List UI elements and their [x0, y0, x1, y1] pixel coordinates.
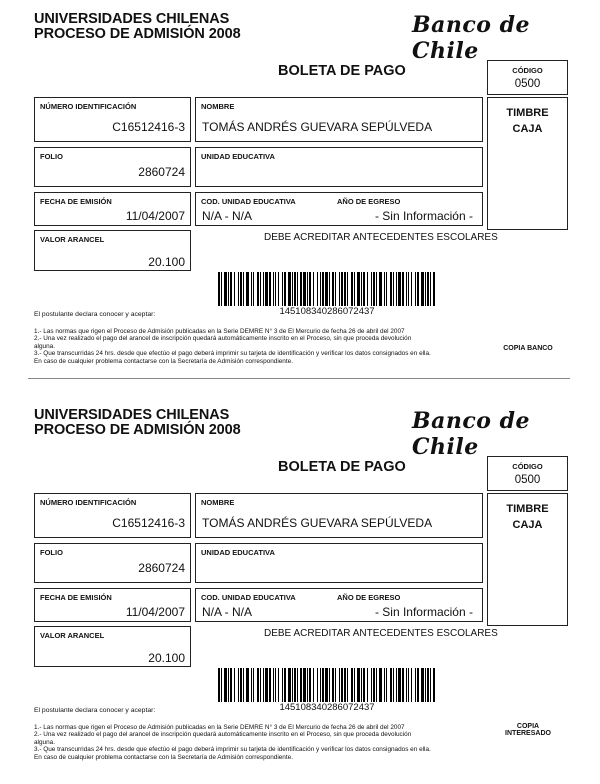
notice-text: DEBE ACREDITAR ANTECEDENTES ESCOLARES [264, 628, 498, 639]
barcode-bar [221, 272, 222, 306]
nombre-box [195, 493, 483, 538]
folio-label: FOLIO [40, 548, 63, 557]
terms-line: alguna. [34, 342, 55, 350]
terms-line: En caso de cualquier problema contactarse con la Secretaría de Admisión correspondiente. [34, 357, 293, 365]
codigo-box [487, 60, 568, 95]
header-line-2: PROCESO DE ADMISIÓN 2008 [34, 26, 241, 42]
barcode-bar [263, 272, 264, 306]
barcode-bar [361, 272, 362, 306]
barcode-bar [339, 668, 340, 702]
terms-list [34, 724, 431, 761]
barcode-bar [361, 668, 362, 702]
barcode-bar [363, 272, 365, 306]
barcode-bar [228, 272, 229, 306]
barcode-bar [294, 668, 296, 702]
barcode-bar [354, 668, 355, 702]
payment-slip-copy [0, 396, 600, 784]
fecha-emision-box [34, 588, 191, 622]
folio-value: 2860724 [138, 165, 185, 179]
barcode-bar [313, 272, 314, 306]
barcode-bar [411, 668, 412, 702]
barcode-bar [430, 272, 431, 306]
anio-egreso-value: - Sin Información - [374, 209, 473, 223]
barcode-bar [390, 668, 392, 702]
timbre-label: TIMBRE [506, 503, 549, 515]
barcode-bar [344, 668, 346, 702]
barcode-bar [373, 272, 375, 306]
barcode-bar [243, 668, 244, 702]
codigo-value: 0500 [514, 474, 541, 486]
folio-value: 2860724 [138, 561, 185, 575]
barcode-bar [307, 272, 308, 306]
barcode-bar [288, 272, 291, 306]
barcode-bar [303, 668, 306, 702]
barcode-bar [421, 668, 424, 702]
barcode-bar [384, 668, 385, 702]
barcode-bar [325, 272, 328, 306]
barcode-bar [433, 668, 435, 702]
barcode-bar [425, 668, 426, 702]
valor-arancel-box [34, 626, 191, 667]
bank-logo [412, 12, 600, 64]
barcode-bar [408, 272, 409, 306]
barcode-bar [224, 272, 227, 306]
barcode-bar [265, 668, 268, 702]
barcode-bar [218, 272, 220, 306]
nombre-value: TOMÁS ANDRÉS GUEVARA SEPÚLVEDA [202, 516, 433, 530]
terms-line: 3.- Que transcurridas 24 hrs. desde que efectúo el pago deberá imprimir su tarjeta de identificación y verificar los datos consignados en ella. [34, 350, 431, 358]
barcode-bar [292, 272, 293, 306]
bank-logo-text: Banco de Chile [412, 408, 530, 460]
numero-identificacion-box [34, 493, 191, 538]
barcode-bar [396, 668, 397, 702]
barcode-bar [313, 668, 314, 702]
barcode-bar [228, 668, 229, 702]
barcode-bar [297, 668, 298, 702]
cod-unidad-educativa-label: COD. UNIDAD EDUCATIVA [201, 197, 296, 206]
barcode-bar [402, 272, 404, 306]
codigo-box [487, 456, 568, 491]
barcode-bar [332, 272, 334, 306]
barcode-bar [221, 668, 222, 702]
barcode-bar [341, 668, 343, 702]
unidad-educativa-label: UNIDAD EDUCATIVA [201, 152, 275, 161]
fecha-emision-box [34, 192, 191, 226]
barcode-bar [230, 272, 232, 306]
form-title: BOLETA DE PAGO [278, 63, 406, 79]
numero-identificacion-label: NÚMERO IDENTIFICACIÓN [40, 498, 137, 507]
barcode-bar [230, 668, 232, 702]
barcode-bar [415, 668, 416, 702]
caja-label: CAJA [512, 519, 543, 531]
header-line-1: UNIVERSIDADES CHILENAS [34, 11, 230, 27]
barcode-bar [344, 272, 346, 306]
nombre-box [195, 97, 483, 142]
barcode-bar [300, 668, 302, 702]
timbre-caja-box [487, 493, 568, 626]
barcode-bar [357, 668, 360, 702]
barcode-bar [325, 668, 328, 702]
barcode-bar [390, 272, 392, 306]
barcode-bar [278, 272, 279, 306]
cod-unidad-educativa-value: N/A - N/A [202, 605, 253, 619]
barcode-bar [282, 668, 283, 702]
header-line-1: UNIVERSIDADES CHILENAS [34, 407, 230, 423]
barcode-bar [297, 272, 298, 306]
barcode-bar [371, 668, 372, 702]
barcode-bar [425, 272, 426, 306]
cod-unidad-educativa-label: COD. UNIDAD EDUCATIVA [201, 593, 296, 602]
barcode-bar [357, 272, 360, 306]
barcode-bar [427, 272, 429, 306]
barcode-bar [341, 272, 343, 306]
form-title: BOLETA DE PAGO [278, 459, 406, 475]
notice-text: DEBE ACREDITAR ANTECEDENTES ESCOLARES [264, 232, 498, 243]
bank-logo [412, 408, 600, 460]
numero-identificacion-value: C16512416-3 [112, 516, 185, 530]
barcode-bar [282, 272, 283, 306]
timbre-label: TIMBRE [506, 107, 549, 119]
codigo-label: CÓDIGO [512, 462, 543, 471]
barcode-bar [309, 668, 311, 702]
barcode-bar [351, 272, 353, 306]
barcode-bar [398, 668, 401, 702]
barcode-bar [257, 668, 259, 702]
barcode-bar [288, 668, 291, 702]
anio-egreso-value: - Sin Información - [374, 605, 473, 619]
barcode-bar [309, 272, 311, 306]
folio-label: FOLIO [40, 152, 63, 161]
barcode-bar [406, 668, 407, 702]
unidad-educativa-box [195, 543, 483, 583]
valor-arancel-label: VALOR ARANCEL [40, 631, 105, 640]
barcode-bar [284, 272, 286, 306]
barcode-bar [260, 272, 261, 306]
postulante-text: El postulante declara conocer y aceptar: [34, 311, 156, 318]
barcode-bar [411, 272, 412, 306]
copy-label: COPIA BANCO [503, 345, 553, 352]
barcode-bar [363, 668, 365, 702]
barcode-bar [284, 668, 286, 702]
barcode-bar [300, 272, 302, 306]
anio-egreso-label: AÑO DE EGRESO [337, 197, 401, 206]
barcode-bar [303, 272, 306, 306]
barcode-bar [379, 272, 382, 306]
barcode-bar [402, 668, 404, 702]
barcode-bar [406, 272, 407, 306]
fecha-emision-label: FECHA DE EMISIÓN [40, 593, 112, 602]
terms-line: 1.- Las normas que rigen el Proceso de Admisión publicadas en la Serie DEMRE N° 3 de El Mercurio de fecha 26 de abril del 2007 [34, 724, 405, 731]
payment-slip-copy [0, 0, 600, 388]
folio-box [34, 147, 191, 187]
bank-logo-text: Banco de Chile [412, 12, 530, 64]
barcode-bar [273, 668, 274, 702]
terms-line: alguna. [34, 738, 55, 746]
barcode-bar [238, 272, 239, 306]
valor-arancel-box [34, 230, 191, 271]
barcode-bar [234, 272, 235, 306]
barcode-bar [371, 272, 372, 306]
barcode-bar [347, 668, 348, 702]
codigo-value: 0500 [514, 78, 541, 90]
barcode-bar [322, 272, 324, 306]
barcode-bar [278, 668, 279, 702]
nombre-label: NOMBRE [201, 102, 235, 111]
terms-line: 3.- Que transcurridas 24 hrs. desde que efectúo el pago deberá imprimir su tarjeta de identificación y verificar los datos consignados en ella. [34, 746, 431, 754]
barcode-bar [251, 272, 252, 306]
barcode-bar [386, 272, 387, 306]
barcode-bar [329, 668, 330, 702]
barcode-bar [398, 272, 401, 306]
terms-line: En caso de cualquier problema contactarse con la Secretaría de Admisión correspondiente. [34, 753, 293, 761]
barcode-number: 145108340286072437 [279, 306, 375, 317]
barcode-bar [379, 668, 382, 702]
barcode-bar [240, 272, 242, 306]
postulante-text: El postulante declara conocer y aceptar: [34, 707, 156, 714]
barcode-bar [347, 272, 348, 306]
barcode-bar [367, 668, 368, 702]
header-line-2: PROCESO DE ADMISIÓN 2008 [34, 422, 241, 438]
numero-identificacion-value: C16512416-3 [112, 120, 185, 134]
valor-arancel-label: VALOR ARANCEL [40, 235, 105, 244]
folio-box [34, 543, 191, 583]
valor-arancel-value: 20.100 [148, 651, 185, 665]
barcode-bar [263, 668, 264, 702]
cod-unidad-anio-egreso-box [195, 588, 483, 622]
barcode-bar [317, 668, 318, 702]
barcode-bar [408, 668, 409, 702]
copy-label: COPIA INTERESADO [505, 723, 551, 737]
barcode-bar [317, 272, 318, 306]
barcode-bar [393, 272, 394, 306]
barcode-bar [433, 272, 435, 306]
barcode-bar [396, 272, 397, 306]
cod-unidad-anio-egreso-box [195, 192, 483, 226]
barcode-bar [320, 272, 321, 306]
barcode-bar [275, 272, 276, 306]
terms-list [34, 328, 431, 365]
barcode-bar [427, 668, 429, 702]
barcode-bar [243, 272, 244, 306]
fecha-emision-value: 11/04/2007 [125, 209, 185, 223]
barcode-bar [386, 668, 387, 702]
barcode-bar [376, 668, 377, 702]
barcode-bar [393, 668, 394, 702]
barcode-bar [421, 272, 424, 306]
barcode-bar [224, 668, 227, 702]
barcode-bar [269, 272, 271, 306]
fecha-emision-value: 11/04/2007 [125, 605, 185, 619]
nombre-label: NOMBRE [201, 498, 235, 507]
barcode-bar [273, 272, 274, 306]
terms-line: 2.- Una vez realizado el pago del arancel de inscripción quedará automáticamente inscrito en el Proceso, sin que proceda devolución [34, 335, 412, 343]
copy-divider [28, 378, 570, 379]
anio-egreso-label: AÑO DE EGRESO [337, 593, 401, 602]
caja-label: CAJA [512, 123, 543, 135]
barcode [218, 668, 436, 702]
barcode-bar [246, 272, 249, 306]
barcode-bar [251, 668, 252, 702]
numero-identificacion-box [34, 97, 191, 142]
nombre-value: TOMÁS ANDRÉS GUEVARA SEPÚLVEDA [202, 120, 433, 134]
barcode-bar [307, 668, 308, 702]
barcode-bar [292, 668, 293, 702]
barcode-bar [246, 668, 249, 702]
valor-arancel-value: 20.100 [148, 255, 185, 269]
barcode-bar [339, 272, 340, 306]
barcode-bar [269, 668, 271, 702]
barcode-bar [332, 668, 334, 702]
barcode-bar [335, 668, 336, 702]
barcode [218, 272, 436, 306]
barcode-bar [265, 272, 268, 306]
barcode-bar [376, 272, 377, 306]
barcode-bar [335, 272, 336, 306]
barcode-bar [430, 668, 431, 702]
barcode-bar [238, 668, 239, 702]
barcode-bar [373, 668, 375, 702]
unidad-educativa-box [195, 147, 483, 187]
barcode-bar [253, 668, 254, 702]
fecha-emision-label: FECHA DE EMISIÓN [40, 197, 112, 206]
numero-identificacion-label: NÚMERO IDENTIFICACIÓN [40, 102, 137, 111]
barcode-bar [320, 668, 321, 702]
barcode-bar [354, 272, 355, 306]
barcode-bar [322, 668, 324, 702]
barcode-bar [240, 668, 242, 702]
barcode-bar [294, 272, 296, 306]
unidad-educativa-label: UNIDAD EDUCATIVA [201, 548, 275, 557]
barcode-bar [253, 272, 254, 306]
barcode-number: 145108340286072437 [279, 702, 375, 713]
barcode-bar [384, 272, 385, 306]
terms-line: 2.- Una vez realizado el pago del arancel de inscripción quedará automáticamente inscrito en el Proceso, sin que proceda devolución [34, 731, 412, 739]
barcode-bar [275, 668, 276, 702]
barcode-bar [367, 272, 368, 306]
barcode-bar [417, 272, 419, 306]
barcode-bar [417, 668, 419, 702]
barcode-bar [260, 668, 261, 702]
barcode-bar [234, 668, 235, 702]
barcode-bar [351, 668, 353, 702]
timbre-caja-box [487, 97, 568, 230]
barcode-bar [257, 272, 259, 306]
barcode-bar [329, 272, 330, 306]
cod-unidad-educativa-value: N/A - N/A [202, 209, 253, 223]
barcode-bar [218, 668, 220, 702]
codigo-label: CÓDIGO [512, 66, 543, 75]
terms-line: 1.- Las normas que rigen el Proceso de Admisión publicadas en la Serie DEMRE N° 3 de El Mercurio de fecha 26 de abril del 2007 [34, 328, 405, 335]
barcode-bar [415, 272, 416, 306]
